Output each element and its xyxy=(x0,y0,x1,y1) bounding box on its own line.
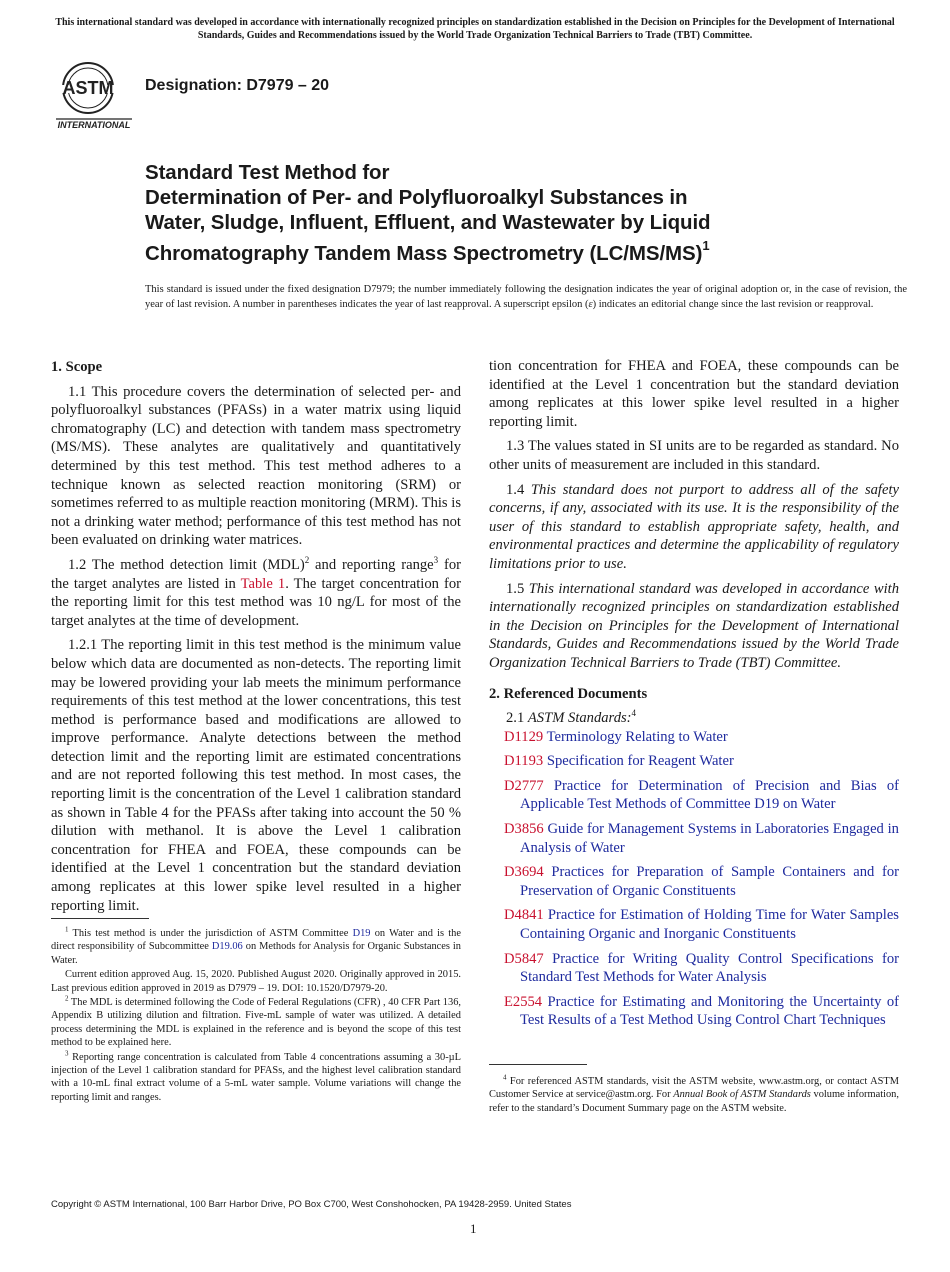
title-line: Standard Test Method for xyxy=(145,161,390,184)
paragraph-1-2: 1.2 The method detection limit (MDL)$^2$ and reporting range$^3$ for the target analytes are listed in Table 1. The target concentration for the reporting limit for this test method was 10 ng/L for most of the target analytes at the time of development. xyxy=(51,555,462,629)
paragraph-1-2-1: 1.2.1 The reporting limit in this test method is the minimum value below which data are documented as non-detects. The reporting limit may be lowered providing your lab meets the minimum performance requirements of this test method at the lower concentrations, this test method is performance based and modifications are allowed to improve performance. Analyte detections between the method detection limit and the reporting limit are estimated concentrations and are not reported following this test method. In most cases, the reporting limit is the concentration of the Level 1 calibration standard as shown in Table 4 for the PFASs after taking into account the 50 % dilution with methanol. It is above the Level 1 calibration concentration for FHEA and FOEA, these compounds can be identified at the Level 1 concentration but the standard deviation among replicates at this lower spike level resulted in a higher reporting limit. xyxy=(51,637,461,914)
section-heading-referenced-documents: 2. Referenced Documents xyxy=(489,685,648,702)
footnote-1: $^1$ This test method is under the jurisdiction of ASTM Committee D19 on Water and is the direct responsibility of Subcommittee D19.06 on Methods for Analysis for Organic Substances in Water. xyxy=(51,925,461,966)
table-1-link[interactable]: Table 1 xyxy=(240,575,286,592)
footnotes-left xyxy=(51,927,461,1105)
reference-item[interactable]: D4841 Practice for Estimation of Holding Time for Water Samples Containing Organic and Inorganic Constituents xyxy=(504,907,899,943)
page-number: 1 xyxy=(470,1221,477,1236)
title-line: Chromatography Tandem Mass Spectrometry $(LC/MS/MS)^1$ xyxy=(145,238,710,265)
tbt-banner: This international standard was developed in accordance with internationally recognized principles on standardization established in the Decision on Principles for the Development of International Standards, Guides and Recommendations issued by the World Trade Organization Technical Barriers to Trade (TBT) Committee. xyxy=(55,17,895,41)
left-column xyxy=(51,358,462,914)
referenced-standards-list xyxy=(489,728,899,1030)
reference-item[interactable]: D1193 Specification for Reagent Water xyxy=(504,753,734,770)
footnote-rule-right xyxy=(489,1064,587,1065)
astm-logo xyxy=(54,58,134,132)
reference-item[interactable]: D1129 Terminology Relating to Water xyxy=(504,728,728,745)
title-line: Determination of Per- and Polyfluoroalkyl Substances in xyxy=(145,186,688,209)
footnote-1-edition: Current edition approved Aug. 15, 2020. Published August 2020. Originally approved in 2015. Last previous edition approved in 2019 as D7979 – 19. DOI: 10.1520/D7979-20. xyxy=(51,969,461,994)
footnote-rule-left xyxy=(51,918,149,919)
footnotes-right xyxy=(489,1075,899,1116)
section-heading-scope: 1. Scope xyxy=(51,359,103,375)
reference-item[interactable]: D3694 Practices for Preparation of Sample Containers and for Preservation of Organic Constituents xyxy=(504,864,899,899)
right-column xyxy=(489,357,899,1036)
paragraph-2-1: 2.1 ASTM Standards:$^4$ xyxy=(506,708,637,727)
title-line: Water, Sludge, Influent, Effluent, and Wastewater by Liquid xyxy=(145,211,711,234)
logo-text: ASTM xyxy=(62,78,114,98)
paragraph-1-2-1-continued: tion concentration for FHEA and FOEA, these compounds can be identified at the Level 1 concentration but the standard deviation among replicates at this lower spike level resulted in a higher reporting limit. xyxy=(489,358,899,430)
reference-item[interactable]: D2777 Practice for Determination of Precision and Bias of Applicable Test Methods of Committee D19 on Water xyxy=(504,777,899,813)
footnote-2: $^2$ The MDL is determined following the Code of Federal Regulations (CFR) , 40 CFR Part 136, Appendix B utilizing dilution and filtration. Five-mL sample of water was utilized. A detailed process determining the MDL is explained in the reference and is beyond the scope of this test method to be explained here. xyxy=(51,994,461,1049)
astm-logo-icon xyxy=(54,58,134,132)
committee-d19-link[interactable]: D19 xyxy=(352,928,371,939)
document-title xyxy=(145,160,845,266)
reference-item[interactable]: E2554 Practice for Estimating and Monitoring the Uncertainty of Test Results of a Test Method Using Control Chart Techniques xyxy=(504,993,899,1029)
logo-subtext: INTERNATIONAL xyxy=(57,120,131,130)
issuance-notice: This standard is issued under the fixed designation D7979; the number immediately following the designation indicates the year of original adoption or, in the case of revision, the year of last revision. A number in parentheses indicates the year of last reapproval. A superscript epsilon (ε) indicates an editorial change since the last revision or reapproval. xyxy=(145,284,907,310)
title-footnote-ref: 1 xyxy=(702,238,710,253)
footnote-3: $^3$ Reporting range concentration is calculated from Table 4 concentrations assuming a 30-µL injection of the Level 1 calibration standard for PFASs, and the highest level calibration standard with a 10-mL final extract volume of a 5-mL water sample. Volume variations will change the reporting limit and ranges. xyxy=(51,1049,461,1103)
reference-item[interactable]: D3856 Guide for Management Systems in Laboratories Engaged in Analysis of Water xyxy=(504,821,899,856)
reference-item[interactable]: D5847 Practice for Writing Quality Control Specifications for Standard Test Methods for Water Analysis xyxy=(504,950,899,986)
designation: Designation: D7979 – 20 xyxy=(145,77,330,94)
paragraph-1-5: 1.5 This international standard was developed in accordance with internationally recognized principles on standardization established in the Decision on Principles for the Development of International Standards, Guides and Recommendations issued by the World Trade Organization Technical Barriers to Trade (TBT) Committee. xyxy=(489,580,900,671)
subcommittee-d19-06-link[interactable]: D19.06 xyxy=(211,941,243,953)
paragraph-1-4: 1.4 This standard does not purport to address all of the safety concerns, if any, associated with its use. It is the responsibility of the user of this standard to establish appropriate safety, health, and environmental practices and determine the applicability of regulatory limitations prior to use. xyxy=(489,481,899,572)
paragraph-1-3: 1.3 The values stated in SI units are to be regarded as standard. No other units of measurement are included in this standard. xyxy=(489,438,899,473)
copyright-notice: Copyright © ASTM International, 100 Barr Harbor Drive, PO Box C700, West Conshohocken, PA 19428-2959. United States xyxy=(51,1199,572,1210)
paragraph-1-1: 1.1 This procedure covers the determination of selected per- and polyfluoroalkyl substances (PFASs) in a water matrix using liquid chromatography (LC) and detection with tandem mass spectrometry (MS/MS). These analytes are qualitatively and quantitatively determined by this test method. This test method adheres to a technique known as selected reaction monitoring (SRM) or sometimes referred to as multiple reaction monitoring (MRM). This is not a drinking water method; performance of this test method has not been evaluated on drinking water matrices. xyxy=(51,383,461,549)
footnote-4: $^4$ For referenced ASTM standards, visit the ASTM website, www.astm.org, or contact ASTM Customer Service at service@astm.org. For Annual Book of ASTM Standards volume information, refer to the standard’s Document Summary page on the ASTM website. xyxy=(489,1073,899,1114)
